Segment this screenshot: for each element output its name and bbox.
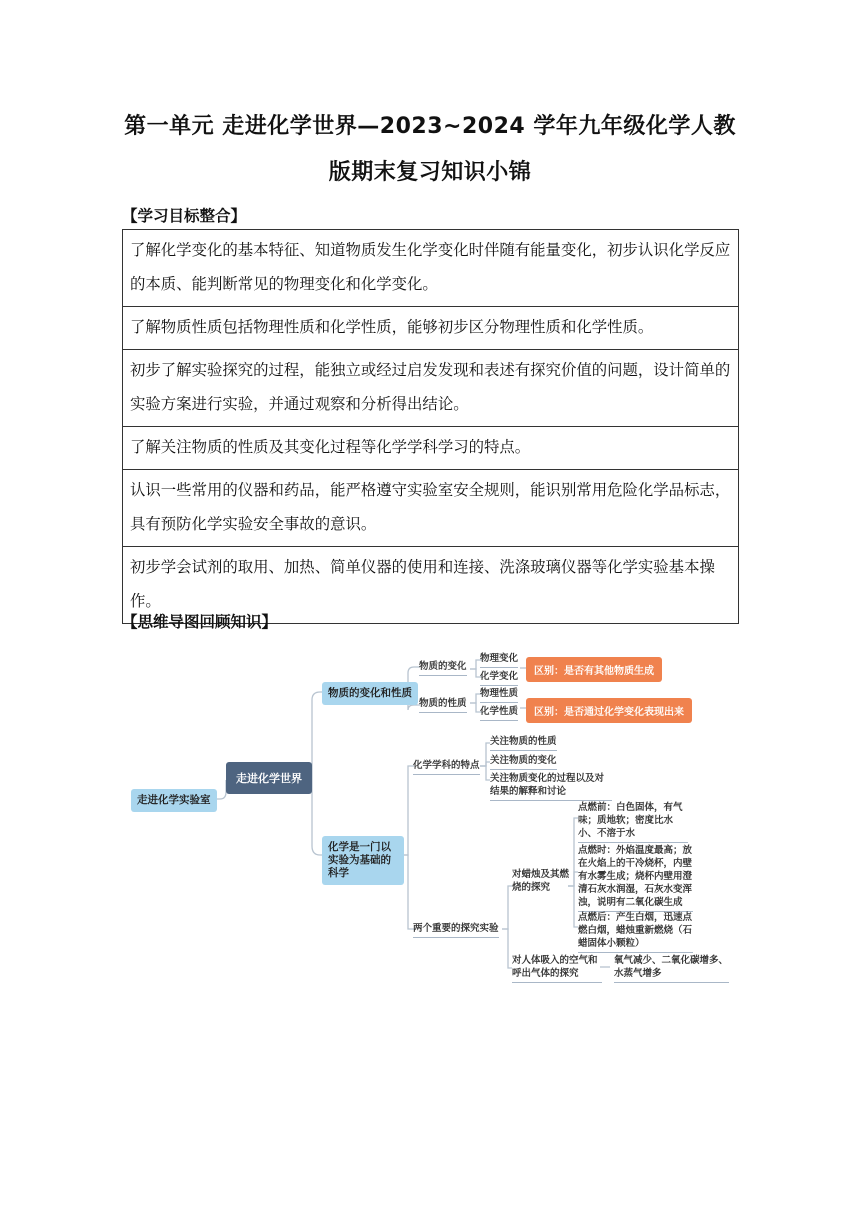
mindmap-candle-before: 点燃前：白色固体，有气味；质地软；密度比水小、不溶于水 (578, 801, 688, 843)
mindmap-node-change-property: 物质的变化和性质 (322, 682, 418, 705)
goal-row: 认识一些常用的仪器和药品，能严格遵守实验室安全规则，能识别常用危险化学品标志，具有预防化学实验安全事故的意识。 (123, 470, 739, 547)
mindmap-node-physical-change: 物理变化 (480, 652, 518, 668)
mindmap-node-breath: 对人体吸入的空气和呼出气体的探究 (512, 954, 602, 983)
goal-row: 了解化学变化的基本特征、知道物质发生化学变化时伴随有能量变化，初步认识化学反应的本质、能判断常见的物理变化和化学变化。 (123, 230, 739, 307)
mindmap-node-experimental-science: 化学是一门以实验为基础的科学 (322, 836, 404, 885)
goals-heading: 【学习目标整合】 (122, 207, 247, 225)
mindmap-node-lab: 走进化学实验室 (131, 789, 217, 812)
goal-row: 初步学会试剂的取用、加热、简单仪器的使用和连接、洗涤玻璃仪器等化学实验基本操作。 (123, 547, 739, 624)
mindmap-feature-item: 关注物质的变化 (490, 754, 557, 770)
mindmap-node-chemical-property: 化学性质 (480, 705, 518, 721)
mindmap-diff-change-tag: 区别：是否有其他物质生成 (526, 657, 662, 682)
mindmap-feature-item: 关注物质的性质 (490, 735, 557, 751)
mindmap-root-node: 走进化学世界 (226, 762, 312, 794)
mindmap-candle-after: 点燃后：产生白烟，迅速点燃白烟，蜡烛重新燃烧（石蜡固体小颗粒） (578, 911, 693, 953)
mindmap-candle-during: 点燃时：外焰温度最高；放在火焰上的干冷烧杯，内壁有水雾生成；烧杯内壁用澄清石灰水润湿，石灰水变浑浊，说明有二氧化碳生成 (578, 844, 693, 912)
mindmap-node-chemical-change: 化学变化 (480, 670, 518, 686)
mindmap-node-experiments: 两个重要的探究实验 (413, 922, 499, 938)
mindmap-breath-result: 氧气减少、二氧化碳增多、水蒸气增多 (614, 954, 729, 983)
mindmap-node-physical-property: 物理性质 (480, 687, 518, 703)
mindmap-node-candle: 对蜡烛及其燃烧的探究 (512, 869, 570, 893)
mindmap-heading: 【思维导图回顾知识】 (122, 613, 278, 631)
mindmap-diff-property-tag: 区别：是否通过化学变化表现出来 (526, 698, 692, 723)
mindmap-feature-item: 关注物质变化的过程以及对结果的解释和讨论 (490, 772, 612, 801)
mindmap-node-change: 物质的变化 (419, 660, 467, 676)
page-title-line-2: 版期末复习知识小锦 (328, 160, 532, 185)
goal-row: 了解关注物质的性质及其变化过程等化学学科学习的特点。 (123, 427, 739, 470)
learning-goals-table (122, 229, 739, 624)
goal-row: 了解物质性质包括物理性质和化学性质，能够初步区分物理性质和化学性质。 (123, 307, 739, 350)
goal-row: 初步了解实验探究的过程，能独立或经过启发发现和表述有探究价值的问题，设计简单的实验方案进行实验，并通过观察和分析得出结论。 (123, 350, 739, 427)
mindmap-node-features: 化学学科的特点 (413, 759, 480, 775)
mindmap-node-property: 物质的性质 (419, 697, 467, 713)
page-title-line-1: 第一单元 走进化学世界—2023~2024 学年九年级化学人教 (124, 114, 736, 139)
